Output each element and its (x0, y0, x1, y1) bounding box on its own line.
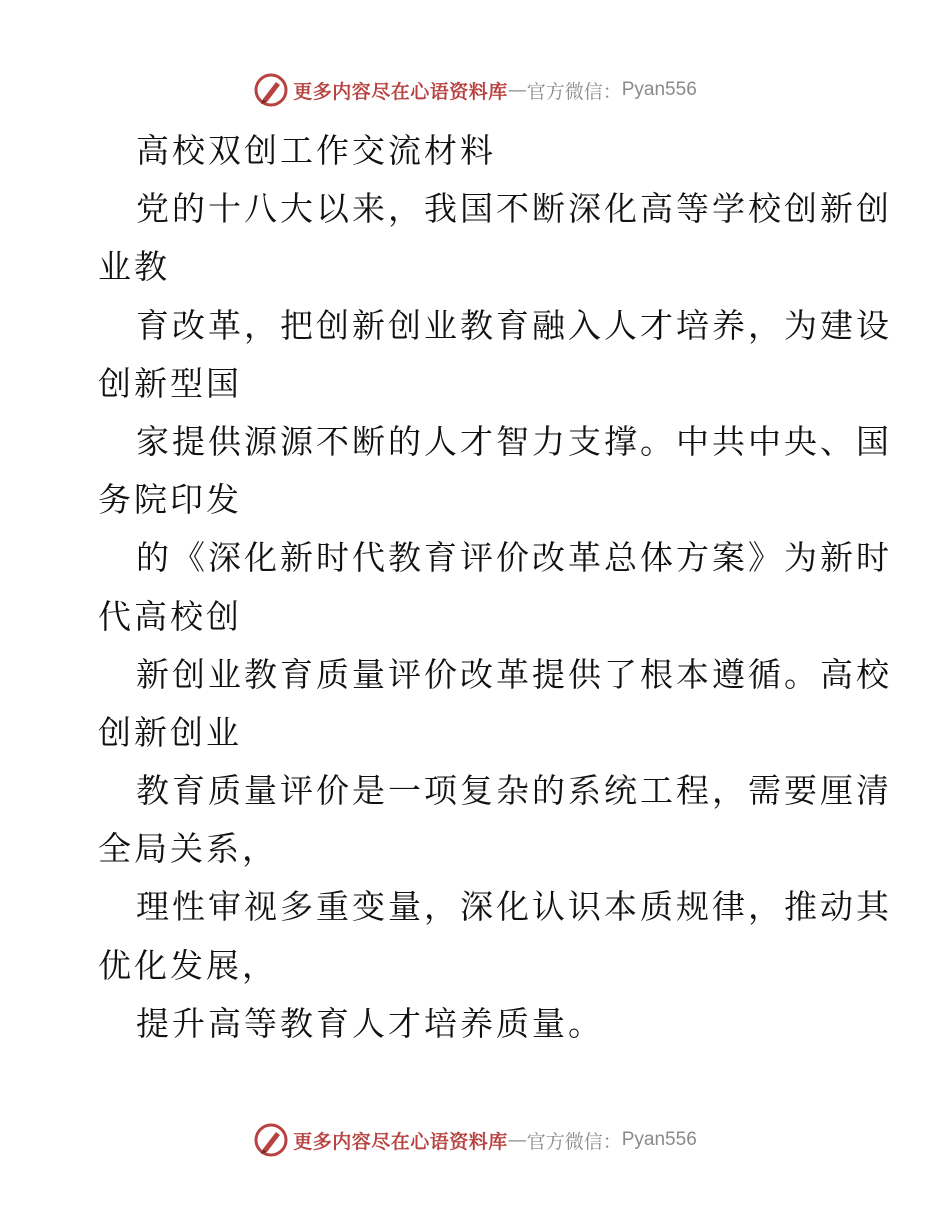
document-title: 高校双创工作交流材料 (136, 131, 496, 170)
text-line: 创新创业 (98, 712, 242, 752)
banner-wechat-label: 官方微信： (526, 80, 622, 103)
text-line: 优化发展， (98, 945, 278, 985)
banner-wechat-id: Pyan556 (621, 79, 697, 100)
text-line: 务院印发 (98, 480, 242, 520)
text-line: 教育质量评价是一项复杂的系统工程，需要厘清 (136, 771, 892, 811)
pen-logo-icon (253, 1122, 289, 1158)
banner-dash: — (507, 1129, 527, 1151)
text-line: 代高校创 (98, 596, 242, 636)
text-line: 提升高等教育人才培养质量。 (136, 1003, 604, 1043)
pen-logo-icon (253, 72, 289, 108)
document-body (98, 122, 892, 1053)
text-line: 的《深化新时代教育评价改革总体方案》为新时 (136, 538, 892, 578)
text-line: 育改革，把创新创业教育融入人才培养，为建设 (136, 305, 892, 345)
text-line: 党的十八大以来，我国不断深化高等学校创新创 (136, 189, 892, 229)
banner-wechat-label: 官方微信： (526, 1130, 622, 1153)
text-line: 理性审视多重变量，深化认识本质规律，推动其 (136, 887, 892, 927)
header-banner (0, 70, 950, 110)
banner-dash: — (507, 79, 527, 101)
text-line: 新创业教育质量评价改革提供了根本遵循。高校 (136, 654, 892, 694)
text-line: 全局关系， (98, 829, 278, 869)
text-line: 业教 (98, 247, 170, 287)
text-line: 创新型国 (98, 363, 242, 403)
text-line: 家提供源源不断的人才智力支撑。中共中央、国 (136, 421, 892, 461)
banner-text: 更多内容尽在心语资料库 (293, 80, 508, 103)
banner-wechat-id: Pyan556 (621, 1129, 697, 1150)
footer-banner (0, 1120, 950, 1160)
banner-text: 更多内容尽在心语资料库 (293, 1130, 508, 1153)
